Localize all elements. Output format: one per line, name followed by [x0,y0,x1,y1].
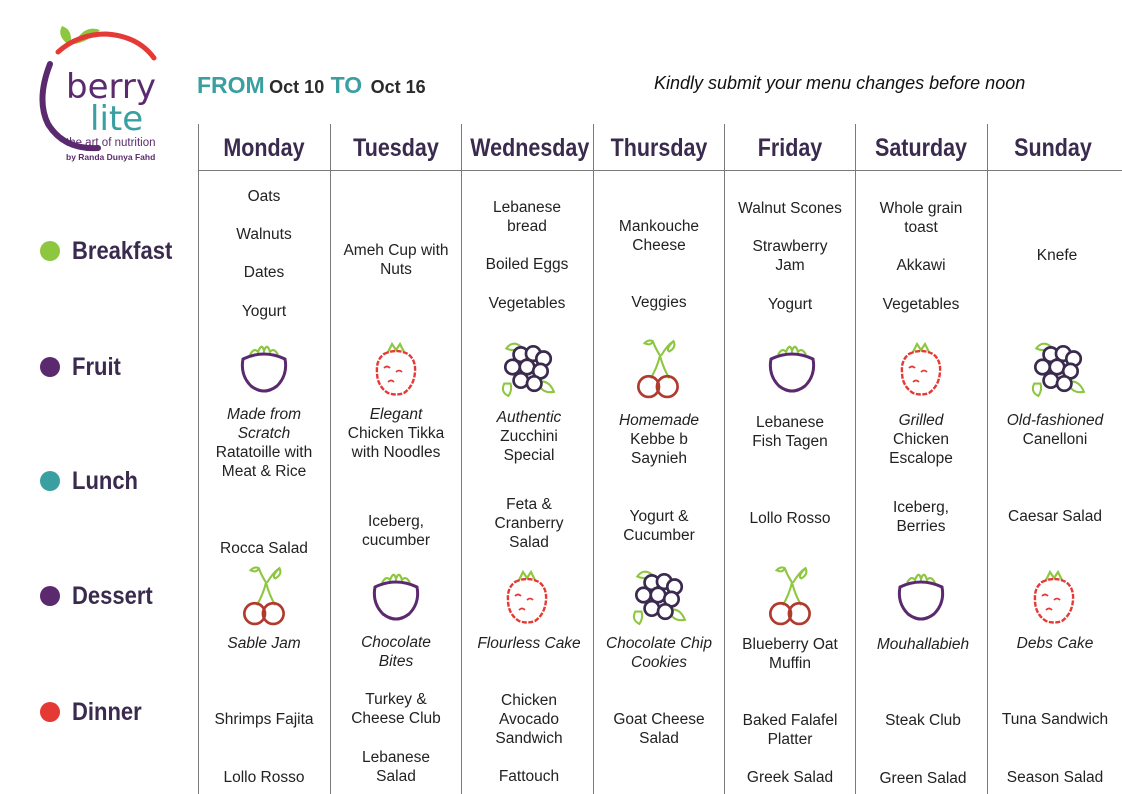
lunch-friday: Lebanese Fish Tagen Lollo Rosso [749,414,831,527]
meal-label-breakfast: Breakfast [40,236,186,266]
meal-label-dessert: Dessert [40,581,164,611]
raspberry-icon [891,338,951,398]
strawberry-icon [762,338,822,398]
to-label: TO [330,72,363,98]
lunch-thursday: Homemade Kebbe b Saynieh Yogurt & Cucumber [618,412,700,544]
day-header-tuesday: Tuesday [353,134,439,162]
submission-notice: Kindly submit your menu changes before noon [654,73,1026,93]
lunch-dot-icon [40,471,60,491]
date-range [197,72,426,99]
raspberry-icon [366,338,426,398]
lunch-saturday: Grilled Chicken Escalope Iceberg, Berries [889,412,953,535]
dessert-sunday: Debs Cake [1016,635,1094,652]
cherry-icon [760,563,822,627]
lunch-monday: Made from Scratch Ratatoille with Meat & Rice Rocca Salad [215,406,313,557]
header-divider [198,170,1122,171]
strawberry-icon [234,338,294,398]
lunch-tuesday: Elegant Chicken Tikka with Noodles Iceberg, cucumber [347,406,445,549]
dessert-friday: Blueberry Oat Muffin [742,636,838,672]
dinner-monday: Shrimps Fajita Lollo Rosso [214,711,314,786]
dessert-monday: Sable Jam [227,635,301,652]
cherry-icon [628,336,690,400]
strawberry-icon [366,566,426,626]
grapes-icon [1026,336,1088,398]
logo-byline: by Randa Dunya Fahd [66,152,156,162]
dinner-friday: Baked Falafel Platter Greek Salad [742,712,838,786]
dessert-wednesday: Flourless Cake [477,635,581,652]
grapes-icon [496,336,558,398]
grapes-icon [627,564,689,626]
cherry-icon [234,563,296,627]
day-header-thursday: Thursday [610,134,708,162]
dinner-dot-icon [40,702,60,722]
dinner-tuesday: Turkey & Cheese Club Lebanese Salad [351,691,441,785]
logo-name-bottom: lite [90,99,144,139]
raspberry-icon [1024,566,1084,626]
dinner-saturday: Steak Club Green Salad [879,712,967,787]
lunch-wednesday: Authentic Zucchini Special Feta & Cranberry Salad [494,409,564,551]
dinner-thursday: Goat Cheese Salad [613,711,705,747]
logo-name-top: berry [66,67,156,107]
breakfast-dot-icon [40,241,60,261]
breakfast-wednesday: Lebanese bread Boiled Eggs Vegetables [485,199,569,312]
from-date: Oct 10 [269,77,325,97]
dessert-tuesday: Chocolate Bites [361,634,431,670]
breakfast-tuesday: Ameh Cup with Nuts [343,242,449,278]
breakfast-friday: Walnut Scones Strawberry Jam Yogurt [738,200,842,313]
meal-label-fruit: Fruit [40,352,128,382]
dinner-wednesday: Chicken Avocado Sandwich Fattouch [495,692,563,785]
lunch-sunday: Old-fashioned Canelloni Caesar Salad [1006,412,1104,525]
breakfast-thursday: Mankouche Cheese Veggies [618,218,700,311]
dinner-sunday: Tuna Sandwich Season Salad [1001,711,1109,786]
meal-label-dinner: Dinner [40,697,151,727]
raspberry-icon [497,566,557,626]
meal-label-lunch: Lunch [40,466,147,496]
day-header-saturday: Saturday [874,134,967,162]
to-date: Oct 16 [370,77,426,97]
dessert-dot-icon [40,586,60,606]
breakfast-monday: Oats Walnuts Dates Yogurt [236,188,292,320]
day-header-sunday: Sunday [1014,134,1092,162]
dessert-saturday: Mouhallabieh [876,636,970,653]
day-header-wednesday: Wednesday [470,134,590,162]
breakfast-sunday: Knefe [1036,247,1078,264]
strawberry-icon [891,566,951,626]
from-label: FROM [197,72,265,98]
dessert-thursday: Chocolate Chip Cookies [606,635,712,671]
day-header-monday: Monday [223,134,305,162]
fruit-dot-icon [40,357,60,377]
logo-tagline: the art of nutrition [66,137,156,149]
day-header-friday: Friday [757,134,823,162]
breakfast-saturday: Whole grain toast Akkawi Vegetables [879,200,963,313]
